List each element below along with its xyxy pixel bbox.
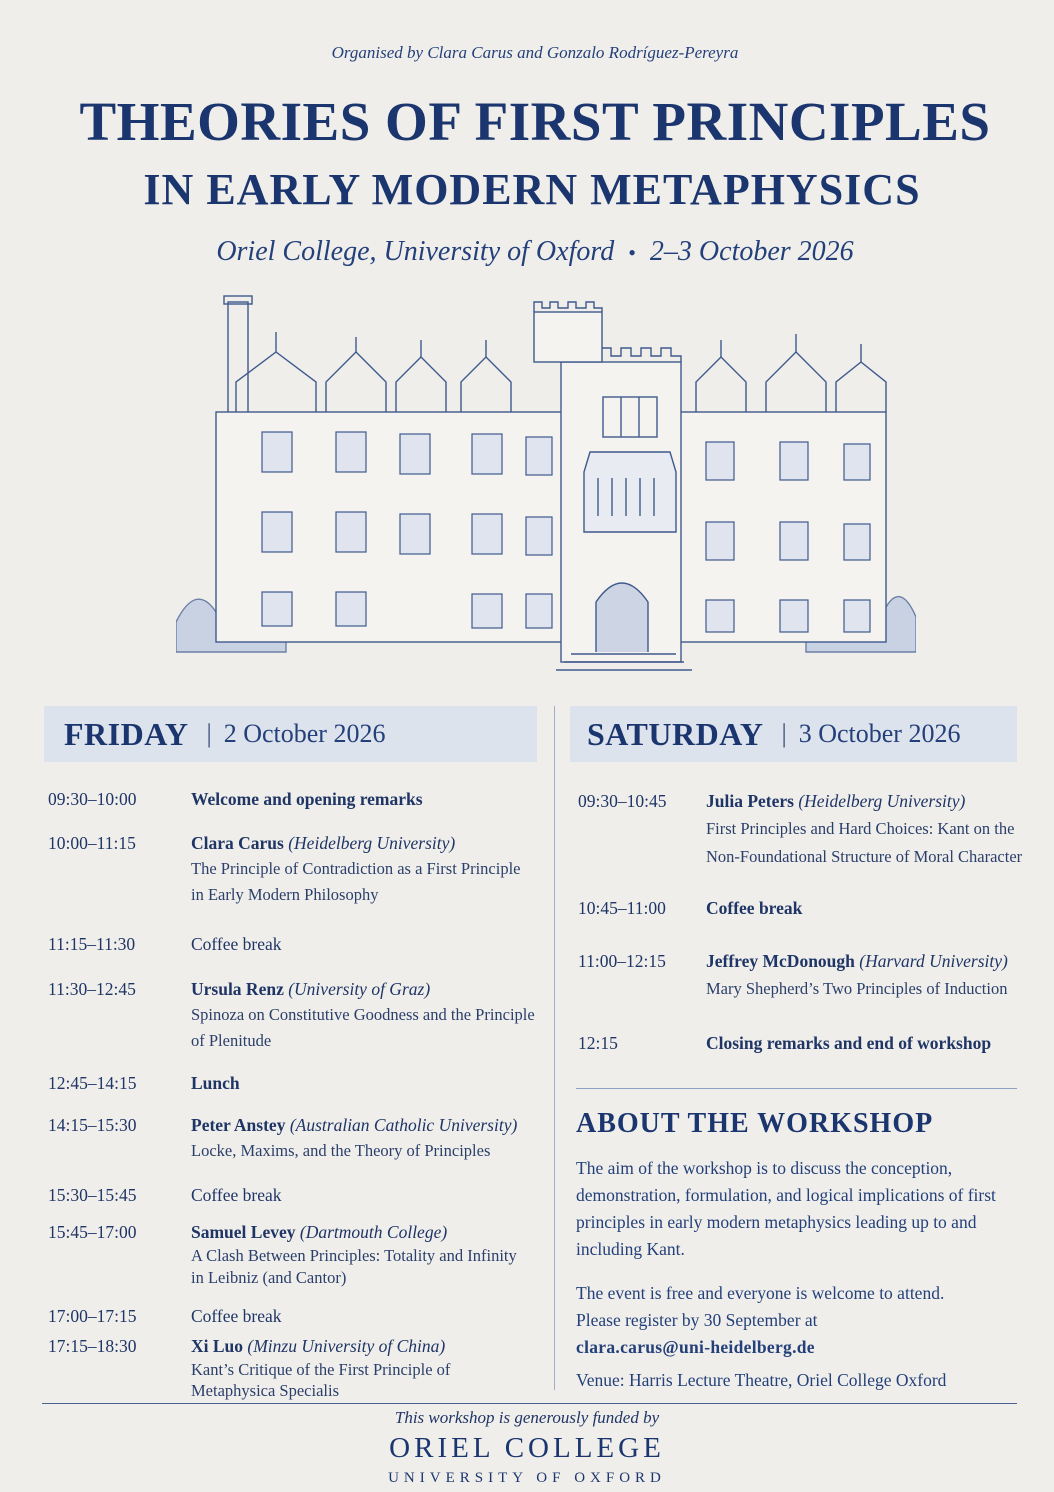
oriel-college-wordmark: ORIEL COLLEGE [389, 1432, 665, 1464]
session-time: 14:15–15:30 [48, 1115, 137, 1135]
session-time: 17:15–18:30 [48, 1336, 137, 1356]
speaker-affiliation: (Heidelberg University) [798, 791, 966, 811]
talk-title-line-1: A Clash Between Principles: Totality and Infinity [191, 1246, 517, 1265]
contact-email-link[interactable]: clara.carus@uni-heidelberg.de [576, 1337, 815, 1357]
speaker-affiliation: (Australian Catholic University) [289, 1115, 518, 1135]
session-time: 10:45–11:00 [578, 898, 666, 918]
talk-title-line-2: in Early Modern Philosophy [191, 885, 379, 904]
footer-divider [42, 1403, 1017, 1404]
talk-title-line-1: Kant’s Critique of the First Principle of [191, 1360, 451, 1379]
session-time: 09:30–10:45 [578, 791, 667, 811]
session-time: 10:00–11:15 [48, 833, 136, 853]
session-title: Closing remarks and end of workshop [706, 1033, 992, 1053]
title-line-1: THEORIES OF FIRST PRINCIPLES [79, 91, 991, 152]
speaker-name: Jeffrey McDonough [706, 951, 855, 971]
event-dates: 2–3 October 2026 [649, 236, 854, 267]
talk-title-line-2: Metaphysica Specialis [191, 1381, 340, 1400]
speaker-name: Ursula Renz [191, 979, 284, 999]
venue-dates [0, 236, 1054, 268]
university-wordmark: UNIVERSITY OF OXFORD [388, 1470, 666, 1486]
session-time: 11:30–12:45 [48, 979, 136, 999]
session-title: Lunch [191, 1073, 240, 1093]
talk-title-line-2: of Plenitude [191, 1031, 272, 1050]
session-title: Coffee break [706, 898, 803, 918]
session-time: 12:45–14:15 [48, 1073, 137, 1093]
talk-title-line-1: First Principles and Hard Choices: Kant on the [706, 819, 1015, 838]
friday-header [44, 706, 537, 762]
talk-title-line-1: Spinoza on Constitutive Goodness and the Principle [191, 1005, 535, 1024]
session-time: 11:00–12:15 [578, 951, 666, 971]
talk-title-line-1: The Principle of Contradiction as a First Principle [191, 859, 521, 878]
oriel-college-illustration [176, 282, 916, 672]
speaker-name: Julia Peters [706, 791, 794, 811]
session-time: 17:00–17:15 [48, 1306, 137, 1326]
session-time: 12:15 [578, 1033, 618, 1053]
speaker-name: Clara Carus [191, 833, 284, 853]
speaker-affiliation: (Dartmouth College) [299, 1222, 448, 1242]
talk-title-line-2: Non-Foundational Structure of Moral Character [706, 847, 1023, 866]
about-description: The aim of the workshop is to discuss the conception, demonstration, formulation, and logical implications of first principles in early modern metaphysics leading up to and including Kant. [576, 1158, 996, 1259]
venue-name: Oriel College, University of Oxford [216, 236, 615, 267]
session-time: 15:45–17:00 [48, 1222, 137, 1242]
session-time: 11:15–11:30 [48, 934, 136, 954]
session-title: Welcome and opening remarks [191, 789, 423, 809]
organisers-line: Organised by Clara Carus and Gonzalo Rodríguez-Pereyra [331, 43, 739, 62]
session-title: Coffee break [191, 1185, 282, 1205]
registration-info [576, 1280, 1021, 1394]
speaker-affiliation: (Minzu University of China) [247, 1336, 446, 1356]
friday-label: FRIDAY [64, 715, 189, 752]
title-line-2: IN EARLY MODERN METAPHYSICS [143, 165, 921, 214]
talk-title-line-1: Locke, Maxims, and the Theory of Principles [191, 1141, 491, 1160]
talk-title-line-2: in Leibniz (and Cantor) [191, 1268, 347, 1287]
speaker-affiliation: (Harvard University) [859, 951, 1008, 971]
column-divider [554, 706, 555, 1390]
about-divider [576, 1088, 1017, 1089]
talk-title-line-1: Mary Shepherd’s Two Principles of Induction [706, 979, 1008, 998]
friday-separator: | [206, 719, 212, 748]
venue-line: Venue: Harris Lecture Theatre, Oriel College Oxford [576, 1370, 947, 1390]
free-event-line: The event is free and everyone is welcome to attend. [576, 1283, 945, 1303]
speaker-name: Peter Anstey [191, 1115, 286, 1135]
about-heading: ABOUT THE WORKSHOP [576, 1108, 934, 1139]
speaker-name: Samuel Levey [191, 1222, 296, 1242]
friday-date: 2 October 2026 [223, 719, 386, 748]
saturday-header [570, 706, 1017, 762]
saturday-label: SATURDAY [587, 715, 764, 752]
saturday-separator: | [781, 719, 787, 748]
saturday-date: 3 October 2026 [798, 719, 961, 748]
session-time: 09:30–10:00 [48, 789, 137, 809]
funding-note: This workshop is generously funded by [394, 1408, 660, 1427]
separator-dot: • [628, 240, 636, 265]
speaker-affiliation: (University of Graz) [288, 979, 431, 999]
speaker-name: Xi Luo [191, 1336, 244, 1356]
session-title: Coffee break [191, 934, 282, 954]
speaker-affiliation: (Heidelberg University) [288, 833, 456, 853]
register-line: Please register by 30 September at [576, 1310, 818, 1330]
session-time: 15:30–15:45 [48, 1185, 137, 1205]
session-title: Coffee break [191, 1306, 282, 1326]
